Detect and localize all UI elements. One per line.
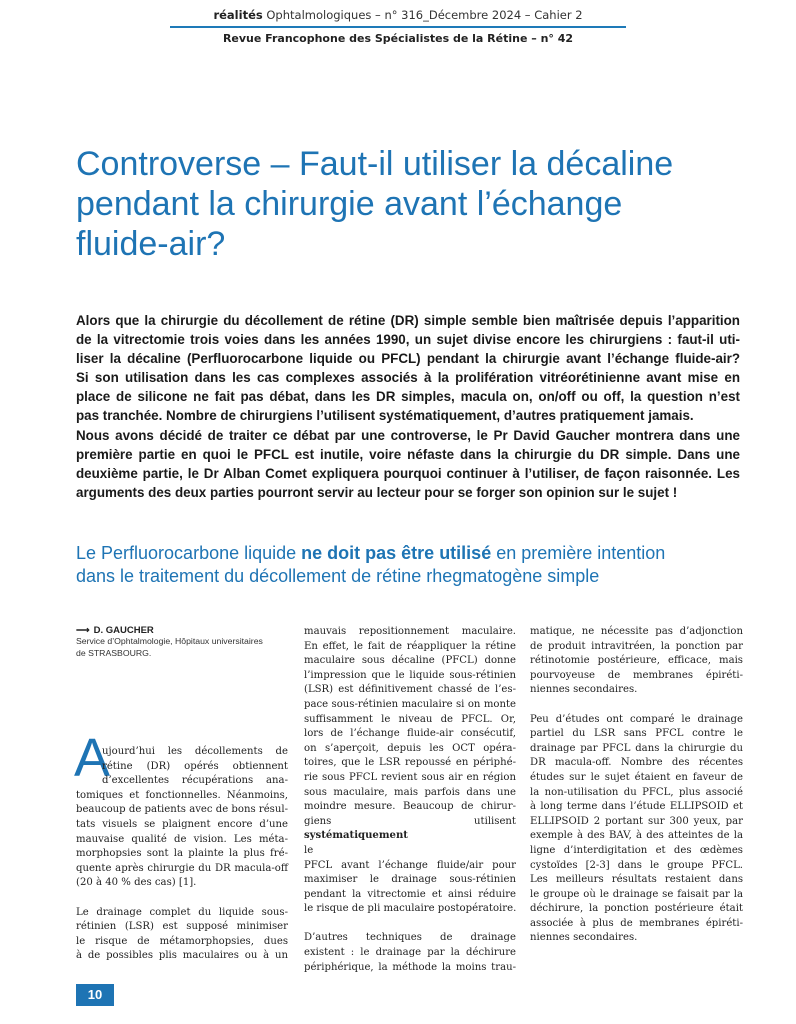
intro-line: Si son utilisation dans les cas complexes associés à la prolifération vitréorétinienne avant mise en	[76, 370, 740, 386]
body-line: la non-utilisation du PFCL, plus associé	[530, 786, 743, 798]
subtitle-line-2: dans le traitement du décollement de rétine rhegmatogène simple	[76, 566, 600, 586]
body-line: l’impression que le liquide sous-rétinien	[304, 669, 516, 681]
body-line: on s’aperçoit, depuis les OCT opéra-	[304, 742, 516, 754]
body-line: niennes secondaires.	[530, 684, 638, 696]
column-1	[76, 745, 288, 964]
body-line: ligne d’interdigitation et des œdèmes	[530, 844, 743, 856]
page-number: 10	[76, 984, 114, 1006]
body-line: études sur le sujet étaient en faveur de	[530, 771, 743, 783]
affiliation-line: Service d’Ophtalmologie, Hôpitaux universitaires	[76, 636, 263, 646]
body-line: rétinotomie postérieure, efficace, mais	[530, 655, 743, 667]
intro-line: de la vitrectomie trois voies dans les années 1990, un sujet divise encore les chirurgiens : faut-il uti-	[76, 332, 740, 348]
body-line: maximiser le drainage sous-rétinien	[304, 874, 516, 886]
body-line: beaucoup de patients avec de bons résul-	[76, 804, 288, 816]
intro-line: première partie en quoi le PFCL est inutile, voire néfaste dans la chirurgie du DR simple. Dans une	[76, 446, 740, 462]
subtitle-line-1	[76, 542, 756, 565]
author-affiliation	[76, 636, 286, 659]
body-line: de produit intravitréen, la ponction par	[530, 640, 743, 652]
body-line: à long terme dans l’étude ELLIPSOID et	[530, 801, 743, 813]
body-line: partiel du LSR sans PFCL contre le	[530, 728, 743, 740]
journal-issue: Ophtalmologiques – n° 316_Décembre 2024 – Cahier 2	[266, 8, 583, 22]
subtitle-emphasis: ne doit pas être utilisé	[301, 543, 492, 563]
body-line: pendant la vitrectomie et ainsi réduire	[304, 888, 516, 900]
body-line: associée à plus de membranes épiréti-	[530, 917, 743, 929]
drop-cap: A	[74, 728, 111, 788]
body-line: lors de l’échange fluide-air consécutif,	[304, 728, 516, 740]
body-line: à de possibles plis maculaires ou à un	[76, 950, 288, 962]
body-line: matique, ne nécessite pas d’adjonction	[530, 626, 743, 637]
body-line: Peu d’études ont comparé le drainage	[530, 713, 743, 725]
intro-line: Nous avons décidé de traiter ce débat par une controverse, le Pr David Gaucher montrera dans une	[76, 427, 740, 443]
intro-line: pas tranchée. Nombre de chirurgiens l’utilisent systématiquement, d’autres pratiquement jamais.	[76, 408, 694, 424]
body-line: rétine (DR) opérés obtiennent	[102, 760, 288, 772]
intro-line: Alors que la chirurgie du décollement de rétine (DR) simple semble bien maîtrisée depuis l’apparition	[76, 313, 740, 328]
body-line: morphopsies sont la plainte la plus fré-	[76, 848, 288, 860]
body-line: ELLIPSOID 2 portant sur 300 yeux, par	[530, 815, 743, 827]
body-line: sous maculaire, mais parfois dans une	[304, 786, 516, 798]
body-line: le risque de pli maculaire postopératoire.	[304, 903, 517, 915]
article-intro	[76, 311, 740, 502]
author-block	[76, 625, 286, 659]
body-line: Les meilleurs résultats restaient dans	[530, 874, 743, 886]
body-line: le groupe où le drainage se faisait par la	[530, 888, 743, 900]
body-line: le risque de métamorphopsies, dues	[76, 935, 288, 947]
body-line: exemple à des BAV, à des atteintes de la	[530, 830, 743, 842]
title-line: Controverse – Faut-il utiliser la décaline	[76, 145, 674, 183]
body-line: périphérique, la méthode la moins trau-	[304, 961, 516, 973]
column-2	[304, 625, 516, 975]
body-line: cystoïdes [2-3] dans le groupe PFCL.	[530, 859, 743, 871]
title-line: fluide-air?	[76, 225, 226, 263]
body-line	[304, 815, 516, 859]
body-line: En effet, le fait de réappliquer la rétine	[304, 640, 516, 652]
author-name-row	[76, 625, 286, 636]
subtitle-part: en première intention	[491, 543, 666, 563]
body-line: déchirure, la ponction postérieure était	[530, 903, 743, 915]
body-line: tats visuels se plaignent encore d’une	[76, 818, 288, 830]
intro-line: arguments des deux parties pourront servir au lecteur pour se forger son opinion sur le sujet !	[76, 484, 678, 500]
arrow-right-icon: ⟶	[76, 625, 90, 636]
affiliation-line: de STRASBOURG.	[76, 647, 152, 658]
body-line: d’excellentes récupérations ana-	[102, 775, 288, 787]
body-line: pourvoyeuse de membranes épiréti-	[530, 669, 743, 681]
body-line: suffisamment le niveau de PFCL. Or,	[304, 713, 516, 725]
article-title	[76, 144, 766, 264]
body-line: mauvais repositionnement maculaire.	[304, 626, 516, 637]
body-line: tomiques et fonctionnelles. Néanmoins,	[76, 789, 288, 801]
body-text: le	[304, 844, 314, 856]
header-rule	[170, 26, 626, 28]
emphasis-text: systématiquement	[304, 830, 408, 842]
intro-line: deuxième partie, le Dr Alban Comet expliquera pourquoi continuer à l’utiliser, de façon raisonnée. Les	[76, 465, 740, 481]
body-line: ujourd’hui les décollements de	[102, 746, 288, 757]
body-line: drainage par PFCL dans la chirurgie du	[530, 742, 743, 754]
journal-header	[0, 8, 796, 22]
body-line: rétinien (LSR) est supposé minimiser	[76, 921, 288, 933]
paragraph-gap	[76, 891, 288, 906]
paragraph-gap	[304, 917, 516, 932]
subtitle-part: Le Perfluorocarbone liquide	[76, 543, 302, 563]
body-line: (20 à 40 % des cas) [1].	[76, 877, 197, 889]
section-subtitle	[76, 542, 756, 588]
body-line: rie sous PFCL revient sous air en région	[304, 771, 516, 783]
body-line: moindre mesure. Beaucoup de chirur-	[304, 801, 516, 813]
intro-line: place de silicone ne fait pas débat, dans les DR simples, macula on, on/off ou off, la question n’est	[76, 389, 740, 405]
body-text: giens utilisent	[304, 815, 516, 827]
paragraph-gap	[530, 698, 743, 713]
body-line: quente après chirurgie du DR macula-off	[76, 862, 288, 874]
body-line: (LSR) est définitivement chassé de l’es-	[304, 684, 516, 696]
body-line: PFCL avant l’échange fluide/air pour	[304, 859, 516, 871]
body-line: existent : le drainage par la déchirure	[304, 947, 516, 959]
body-line: mauvaise qualité de vision. Les méta-	[76, 833, 288, 845]
author-name: D. GAUCHER	[93, 625, 154, 636]
body-line: niennes secondaires.	[530, 932, 638, 944]
column-3	[530, 625, 743, 946]
body-line: toires, que le LSR repoussé en périphé-	[304, 757, 516, 769]
journal-brand: réalités	[213, 8, 263, 22]
title-line: pendant la chirurgie avant l’échange	[76, 185, 623, 223]
body-line: pace sous-rétinien maculaire si on monte	[304, 698, 516, 710]
body-line: maculaire sous décaline (PFCL) donne	[304, 655, 516, 667]
body-line: DR macula-off. Nombre des récentes	[530, 757, 743, 769]
intro-line: liser la décaline (Perfluorocarbone liquide ou PFCL) pendant la chirurgie avant l’échange fluide-air?	[76, 351, 740, 367]
body-line: D’autres techniques de drainage	[304, 932, 516, 944]
body-line: Le drainage complet du liquide sous-	[76, 906, 288, 918]
journal-subline: Revue Francophone des Spécialistes de la Rétine – n° 42	[222, 32, 574, 45]
